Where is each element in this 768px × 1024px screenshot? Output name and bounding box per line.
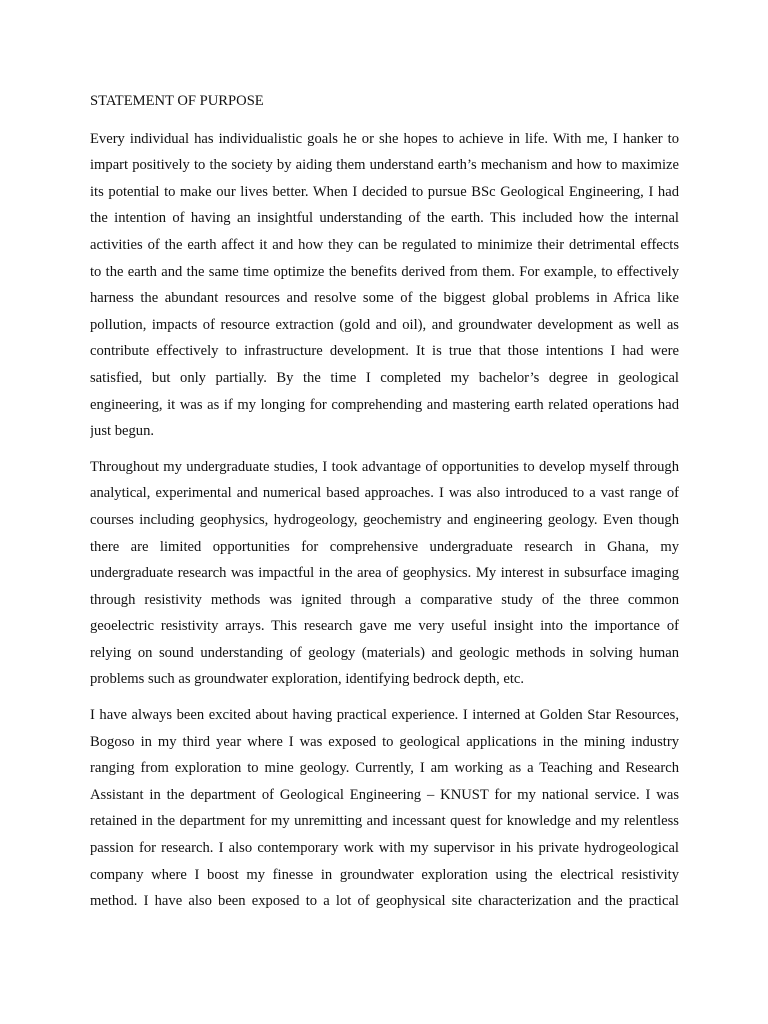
paragraph <box>90 454 679 693</box>
text-line: analytical, experimental and numerical based approaches. I was also introduced to a vast range of <box>90 485 679 502</box>
text-line: I have always been excited about having practical experience. I interned at Golden Star Resources, <box>90 707 679 724</box>
text-line: company where I boost my finesse in groundwater exploration using the electrical resistivity <box>90 866 679 883</box>
text-line: Assistant in the department of Geological Engineering – KNUST for my national service. I was <box>90 786 679 803</box>
page-title: STATEMENT OF PURPOSE <box>90 93 264 109</box>
text-line: satisfied, but only partially. By the time I completed my bachelor’s degree in geological <box>90 369 679 386</box>
text-line: harness the abundant resources and resolve some of the biggest global problems in Africa like <box>90 290 679 307</box>
paragraph <box>90 702 679 915</box>
text-line: undergraduate research was impactful in the area of geophysics. My interest in subsurface imaging <box>90 565 679 582</box>
text-line: Throughout my undergraduate studies, I took advantage of opportunities to develop myself through <box>90 458 679 475</box>
text-line: Bogoso in my third year where I was exposed to geological applications in the mining industry <box>90 733 679 750</box>
text-line: retained in the department for my unremitting and incessant quest for knowledge and my relentless <box>90 813 679 830</box>
text-line: geoelectric resistivity arrays. This research gave me very useful insight into the importance of <box>90 618 679 635</box>
text-line: engineering, it was as if my longing for comprehending and mastering earth related operations had <box>90 396 679 413</box>
text-line: passion for research. I also contemporary work with my supervisor in his private hydrogeological <box>90 840 679 857</box>
document-body <box>90 126 679 915</box>
text-line: impart positively to the society by aiding them understand earth’s mechanism and how to maximize <box>90 157 679 174</box>
text-line: pollution, impacts of resource extraction (gold and oil), and groundwater development as well as <box>90 316 679 333</box>
text-line: method. I have also been exposed to a lot of geophysical site characterization and the practical <box>90 893 679 910</box>
document-page <box>90 88 679 924</box>
text-line: the intention of having an insightful understanding of the earth. This included how the internal <box>90 210 679 227</box>
text-line: relying on sound understanding of geology (materials) and geologic methods in solving human <box>90 644 679 661</box>
text-line: courses including geophysics, hydrogeology, geochemistry and engineering geology. Even though <box>90 511 679 528</box>
text-line: contribute effectively to infrastructure development. It is true that those intentions I had were <box>90 343 679 360</box>
text-line: through resistivity methods was ignited through a comparative study of the three common <box>90 591 679 608</box>
text-line: problems such as groundwater exploration, identifying bedrock depth, etc. <box>90 671 525 688</box>
text-line: just begun. <box>90 423 155 440</box>
paragraph <box>90 126 679 445</box>
text-line: Every individual has individualistic goals he or she hopes to achieve in life. With me, I hanker to <box>90 130 679 147</box>
text-line: its potential to make our lives better. When I decided to pursue BSc Geological Engineering, I had <box>90 183 679 200</box>
text-line: to the earth and the same time optimize the benefits derived from them. For example, to effectively <box>90 263 679 280</box>
text-line: there are limited opportunities for comprehensive undergraduate research in Ghana, my <box>90 538 679 555</box>
text-line: activities of the earth affect it and how they can be regulated to minimize their detrimental effects <box>90 236 679 253</box>
text-line: ranging from exploration to mine geology. Currently, I am working as a Teaching and Research <box>90 760 679 777</box>
